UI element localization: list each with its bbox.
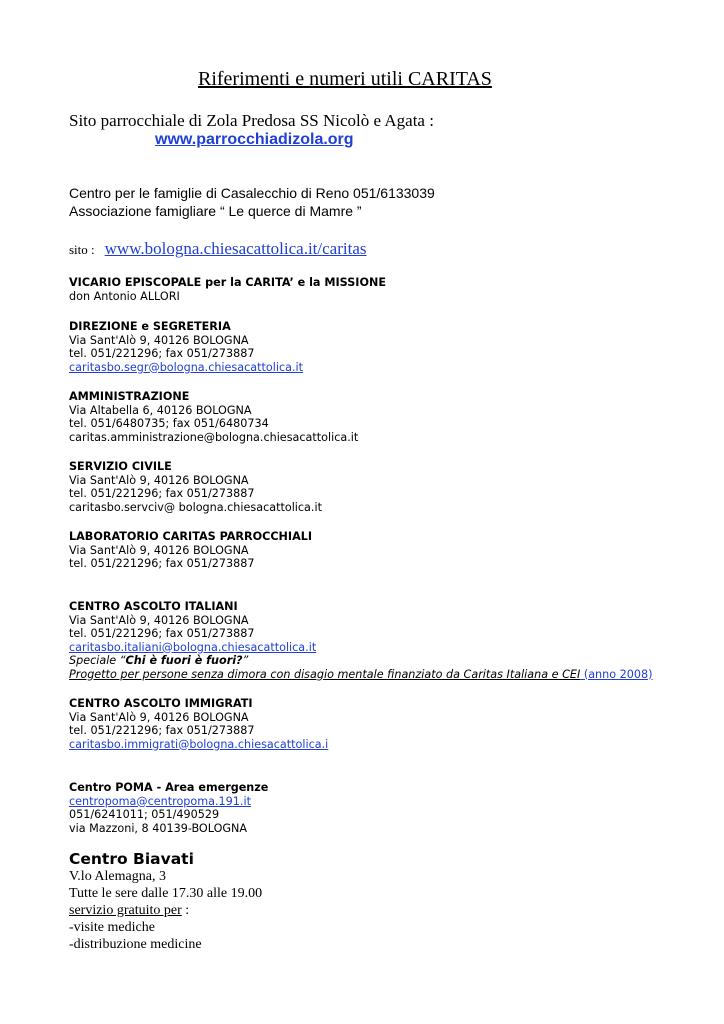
poma-address: via Mazzoni, 8 40139-BOLOGNA bbox=[69, 821, 248, 835]
amministrazione-phone: tel. 051/6480735; fax 051/6480734 bbox=[69, 417, 269, 430]
ascolto-immigrati-email-link[interactable]: caritasbo.immigrati@bologna.chiesacattolica.i bbox=[69, 737, 329, 751]
biavati-address: V.lo Alemagna, 3 bbox=[69, 869, 166, 884]
poma-block bbox=[69, 781, 268, 835]
parish-site-link[interactable]: www.parrocchiadizola.org bbox=[155, 131, 354, 148]
ascolto-italiani-email-link[interactable]: caritasbo.italiani@bologna.chiesacattolica.it bbox=[69, 640, 317, 654]
biavati-item: -distribuzione medicine bbox=[69, 937, 202, 952]
biavati-service: servizio gratuito per : bbox=[69, 903, 190, 918]
laboratorio-address: Via Sant'Alò 9, 40126 BOLOGNA bbox=[69, 543, 249, 557]
ascolto-italiani-heading: CENTRO ASCOLTO ITALIANI bbox=[69, 600, 238, 613]
ascolto-italiani-phone: tel. 051/221296; fax 051/273887 bbox=[69, 627, 255, 640]
ascolto-italiani-block bbox=[69, 600, 652, 681]
direzione-address: Via Sant'Alò 9, 40126 BOLOGNA bbox=[69, 333, 249, 347]
caritas-site-label: sito : bbox=[69, 242, 95, 257]
caritas-site-row bbox=[69, 239, 366, 259]
biavati-heading: Centro Biavati bbox=[69, 850, 194, 868]
biavati-hours: Tutte le sere dalle 17.30 alle 19.00 bbox=[69, 886, 263, 901]
ascolto-italiani-address: Via Sant'Alò 9, 40126 BOLOGNA bbox=[69, 613, 249, 627]
amministrazione-heading: AMMINISTRAZIONE bbox=[69, 390, 190, 403]
servizio-civile-address: Via Sant'Alò 9, 40126 BOLOGNA bbox=[69, 473, 249, 487]
servizio-civile-phone: tel. 051/221296; fax 051/273887 bbox=[69, 487, 255, 500]
project-year-link[interactable]: (anno 2008) bbox=[580, 667, 653, 681]
poma-email-link[interactable]: centropoma@centropoma.191.it bbox=[69, 794, 251, 808]
servizio-civile-heading: SERVIZIO CIVILE bbox=[69, 460, 172, 473]
ascolto-immigrati-phone: tel. 051/221296; fax 051/273887 bbox=[69, 724, 255, 737]
family-association-line: Associazione famigliare “ Le querce di Mamre ” bbox=[69, 203, 362, 219]
parish-site-label: Sito parrocchiale di Zola Predosa SS Nicolò e Agata : bbox=[69, 111, 434, 130]
servizio-civile-block bbox=[69, 460, 322, 514]
laboratorio-phone: tel. 051/221296; fax 051/273887 bbox=[69, 557, 255, 570]
laboratorio-block bbox=[69, 530, 312, 571]
direzione-email-link[interactable]: caritasbo.segr@bologna.chiesacattolica.it bbox=[69, 360, 304, 374]
amministrazione-address: Via Altabella 6, 40126 BOLOGNA bbox=[69, 403, 252, 417]
page-title: Riferimenti e numeri utili CARITAS bbox=[198, 68, 492, 90]
direzione-heading: DIREZIONE e SEGRETERIA bbox=[69, 320, 231, 333]
servizio-civile-email: caritasbo.servciv@ bologna.chiesacattolica.it bbox=[69, 500, 322, 514]
vicario-name: don Antonio ALLORI bbox=[69, 289, 180, 303]
laboratorio-heading: LABORATORIO CARITAS PARROCCHIALI bbox=[69, 530, 313, 543]
poma-heading: Centro POMA - Area emergenze bbox=[69, 781, 269, 794]
ascolto-italiani-project: Progetto per persone senza dimora con disagio mentale finanziato da Caritas Italiana e CEI (anno 2008) bbox=[69, 667, 653, 681]
direzione-block bbox=[69, 320, 303, 374]
caritas-site-link[interactable]: www.bologna.chiesacattolica.it/caritas bbox=[104, 239, 367, 258]
ascolto-immigrati-address: Via Sant'Alò 9, 40126 BOLOGNA bbox=[69, 710, 249, 724]
vicario-block bbox=[69, 276, 386, 303]
direzione-phone: tel. 051/221296; fax 051/273887 bbox=[69, 347, 255, 360]
family-center-line: Centro per le famiglie di Casalecchio di Reno 051/6133039 bbox=[69, 185, 435, 201]
amministrazione-email: caritas.amministrazione@bologna.chiesacattolica.it bbox=[69, 430, 359, 444]
biavati-block bbox=[69, 868, 262, 953]
biavati-item: -visite mediche bbox=[69, 920, 155, 935]
poma-phone: 051/6241011; 051/490529 bbox=[69, 808, 220, 821]
amministrazione-block bbox=[69, 390, 358, 444]
ascolto-immigrati-heading: CENTRO ASCOLTO IMMIGRATI bbox=[69, 697, 253, 710]
ascolto-italiani-special: Speciale “Chi è fuori è fuori?” bbox=[69, 654, 249, 667]
vicario-heading: VICARIO EPISCOPALE per la CARITA’ e la MISSIONE bbox=[69, 276, 386, 289]
ascolto-immigrati-block bbox=[69, 697, 328, 751]
